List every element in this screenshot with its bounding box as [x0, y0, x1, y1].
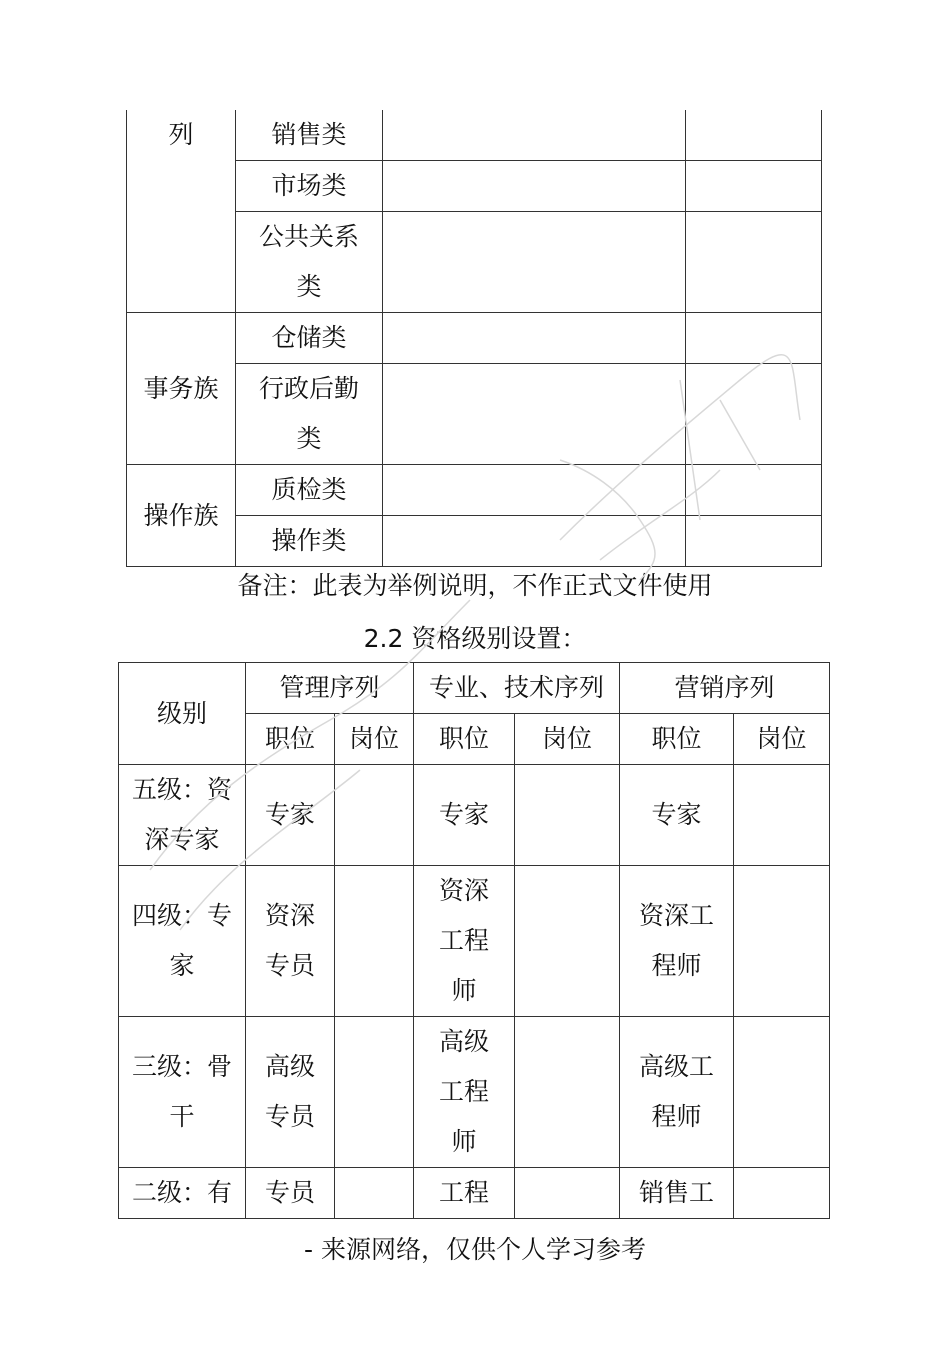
empty-cell	[383, 465, 686, 516]
subheader-position: 职位	[414, 714, 515, 765]
empty-cell	[335, 1168, 414, 1219]
table-row	[119, 765, 830, 866]
empty-cell	[734, 1168, 830, 1219]
technical-position-cell: 专家	[414, 765, 515, 866]
group-header-technical: 专业、技术序列	[414, 663, 620, 714]
empty-cell	[383, 313, 686, 364]
management-position-cell: 专员	[246, 1168, 335, 1219]
management-position-cell: 资深专员	[246, 866, 335, 1017]
table-header-row	[119, 663, 830, 714]
empty-cell	[686, 465, 822, 516]
empty-cell	[335, 1017, 414, 1168]
category-cell: 仓储类	[236, 313, 383, 364]
empty-cell	[335, 765, 414, 866]
section-title: 2.2 资格级别设置：	[363, 624, 587, 653]
table-row	[127, 313, 822, 364]
family-cell: 列	[127, 110, 236, 313]
subheader-post: 岗位	[515, 714, 620, 765]
category-cell: 销售类	[236, 110, 383, 161]
empty-cell	[734, 866, 830, 1017]
subheader-post: 岗位	[335, 714, 414, 765]
empty-cell	[515, 1017, 620, 1168]
empty-cell	[515, 866, 620, 1017]
technical-position-cell: 高级工程师	[414, 1017, 515, 1168]
table-row	[127, 110, 822, 161]
level-cell: 二级：有	[119, 1168, 246, 1219]
group-header-management: 管理序列	[246, 663, 414, 714]
empty-cell	[383, 516, 686, 567]
empty-cell	[686, 364, 822, 465]
level-header: 级别	[119, 663, 246, 765]
empty-cell	[515, 765, 620, 866]
sales-position-cell: 资深工程师	[620, 866, 734, 1017]
empty-cell	[515, 1168, 620, 1219]
level-cell: 五级：资深专家	[119, 765, 246, 866]
subheader-post: 岗位	[734, 714, 830, 765]
empty-cell	[383, 161, 686, 212]
family-cell: 事务族	[127, 313, 236, 465]
category-cell: 质检类	[236, 465, 383, 516]
empty-cell	[734, 765, 830, 866]
technical-position-cell: 工程	[414, 1168, 515, 1219]
level-cell: 三级：骨干	[119, 1017, 246, 1168]
sales-position-cell: 专家	[620, 765, 734, 866]
family-cell: 操作族	[127, 465, 236, 567]
category-cell: 市场类	[236, 161, 383, 212]
job-family-table	[126, 110, 822, 567]
empty-cell	[383, 212, 686, 313]
level-cell: 四级：专家	[119, 866, 246, 1017]
management-position-cell: 高级专员	[246, 1017, 335, 1168]
category-cell: 操作类	[236, 516, 383, 567]
empty-cell	[686, 110, 822, 161]
category-cell: 行政后勤类	[236, 364, 383, 465]
empty-cell	[734, 1017, 830, 1168]
management-position-cell: 专家	[246, 765, 335, 866]
empty-cell	[686, 516, 822, 567]
sales-position-cell: 高级工程师	[620, 1017, 734, 1168]
empty-cell	[383, 110, 686, 161]
subheader-position: 职位	[620, 714, 734, 765]
technical-position-cell: 资深工程师	[414, 866, 515, 1017]
source-footer: - 来源网络，仅供个人学习参考	[304, 1235, 646, 1264]
qualification-level-table	[118, 662, 830, 1219]
empty-cell	[686, 313, 822, 364]
subheader-position: 职位	[246, 714, 335, 765]
category-cell: 公共关系类	[236, 212, 383, 313]
table-note: 备注：此表为举例说明，不作正式文件使用	[237, 571, 713, 600]
table-row	[119, 1168, 830, 1219]
group-header-sales: 营销序列	[620, 663, 830, 714]
table-row	[119, 1017, 830, 1168]
sales-position-cell: 销售工	[620, 1168, 734, 1219]
empty-cell	[686, 212, 822, 313]
empty-cell	[686, 161, 822, 212]
table-row	[127, 465, 822, 516]
table-row	[119, 866, 830, 1017]
empty-cell	[383, 364, 686, 465]
empty-cell	[335, 866, 414, 1017]
